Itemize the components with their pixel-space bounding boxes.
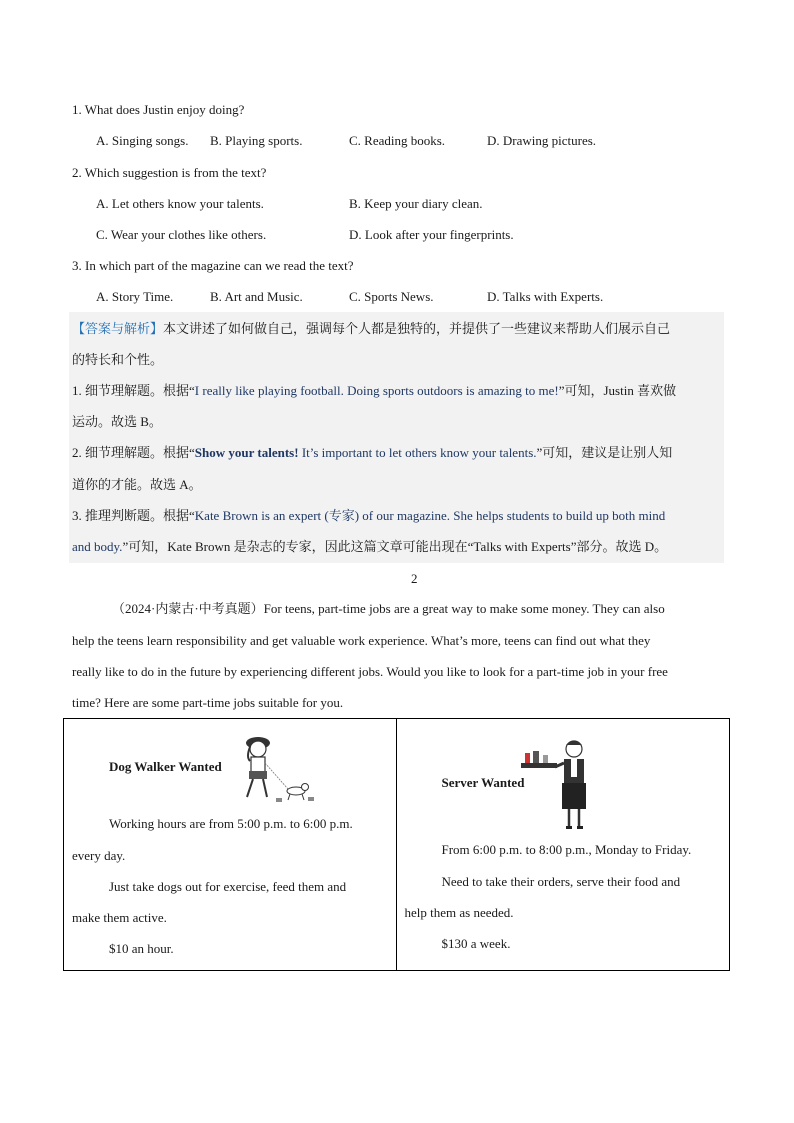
- q2-option-b: B. Keep your diary clean.: [349, 196, 483, 211]
- analysis-answer-2: 2. 细节理解题。根据“Show your talents! It’s important to let others know your talents.”可知，建议是让别人知: [72, 445, 673, 460]
- passage-line-4: time? Here are some part-time jobs suitable for you.: [72, 695, 344, 710]
- job-card-dog-walker: [64, 719, 397, 971]
- job-hours: Working hours are from 5:00 p.m. to 6:00 p.m.: [109, 816, 353, 831]
- q1-option-c: C. Reading books.: [349, 133, 446, 148]
- answer-3-quote: Kate Brown is an expert (专家) of our magazine. She helps students to build up both mind: [194, 508, 666, 523]
- dog-walker-illustration: [236, 727, 316, 807]
- analysis-answer-1-line-2: 运动。故选 B。: [72, 414, 162, 429]
- q1-option-b: B. Playing sports.: [210, 133, 303, 148]
- q1-option-d: D. Drawing pictures.: [487, 133, 597, 148]
- analysis-title: 【答案与解析】: [72, 321, 164, 336]
- answer-2-bold-quote: Show your talents!: [194, 445, 299, 460]
- job-hours: From 6:00 p.m. to 8:00 p.m., Monday to Friday.: [441, 842, 692, 857]
- server-illustration: [519, 735, 609, 831]
- job-pay: $130 a week.: [441, 936, 511, 951]
- job-pay: $10 an hour.: [109, 941, 174, 956]
- jobs-table: [63, 718, 730, 971]
- job-hours-cont: every day.: [72, 848, 126, 863]
- analysis-intro-line-2: 的特长和个性。: [72, 352, 164, 367]
- q3-option-b: B. Art and Music.: [210, 289, 303, 304]
- analysis-answer-3: 3. 推理判断题。根据“Kate Brown is an expert (专家) of our magazine. She helps students to build up both mind: [72, 508, 666, 523]
- q3-option-c: C. Sports News.: [349, 289, 434, 304]
- passage-line-3: really like to do in the future by experiencing different jobs. Would you like to look for a part-time job in your free: [72, 664, 668, 679]
- job-duties: Just take dogs out for exercise, feed them and: [109, 879, 347, 894]
- analysis-answer-1: 1. 细节理解题。根据“I really like playing football. Doing sports outdoors is amazing to me!”可知，Justin 喜欢做: [72, 383, 677, 398]
- question-3-stem: 3. In which part of the magazine can we read the text?: [72, 258, 354, 273]
- job-duties-cont: help them as needed.: [404, 905, 514, 920]
- q3-option-d: D. Talks with Experts.: [487, 289, 604, 304]
- q2-option-c: C. Wear your clothes like others.: [96, 227, 267, 242]
- analysis-answer-3-line-2: and body.”可知，Kate Brown 是杂志的专家，因此这篇文章可能出现在“Talks with Experts”部分。故选 D。: [72, 539, 668, 554]
- section-number: 2: [411, 571, 418, 586]
- answer-analysis-box: [69, 312, 724, 563]
- analysis-answer-2-line-2: 道你的才能。故选 A。: [72, 477, 202, 492]
- job-title: Server Wanted: [441, 775, 525, 790]
- q1-option-a: A. Singing songs.: [96, 133, 189, 148]
- answer-1-quote: I really like playing football. Doing sports outdoors is amazing to me!: [194, 383, 559, 398]
- question-2-stem: 2. Which suggestion is from the text?: [72, 165, 267, 180]
- q2-option-a: A. Let others know your talents.: [96, 196, 264, 211]
- answer-2-quote: It’s important to let others know your talents.: [298, 445, 537, 460]
- q3-option-a: A. Story Time.: [96, 289, 174, 304]
- analysis-intro-line-1: [72, 321, 724, 337]
- analysis-intro: 本文讲述了如何做自己，强调每个人都是独特的，并提供了一些建议来帮助人们展示自己: [163, 321, 671, 336]
- job-duties-cont: make them active.: [72, 910, 167, 925]
- question-1-stem: 1. What does Justin enjoy doing?: [72, 102, 245, 117]
- q2-option-d: D. Look after your fingerprints.: [349, 227, 514, 242]
- passage-line-1: （2024·内蒙古·中考真题）For teens, part-time jobs are a great way to make some money. They can also: [112, 601, 665, 616]
- passage-line-2: help the teens learn responsibility and get valuable work experience. What’s more, teens can find out what they: [72, 633, 651, 648]
- job-card-server: [396, 719, 730, 971]
- job-duties: Need to take their orders, serve their food and: [441, 874, 681, 889]
- job-title: Dog Walker Wanted: [109, 759, 222, 774]
